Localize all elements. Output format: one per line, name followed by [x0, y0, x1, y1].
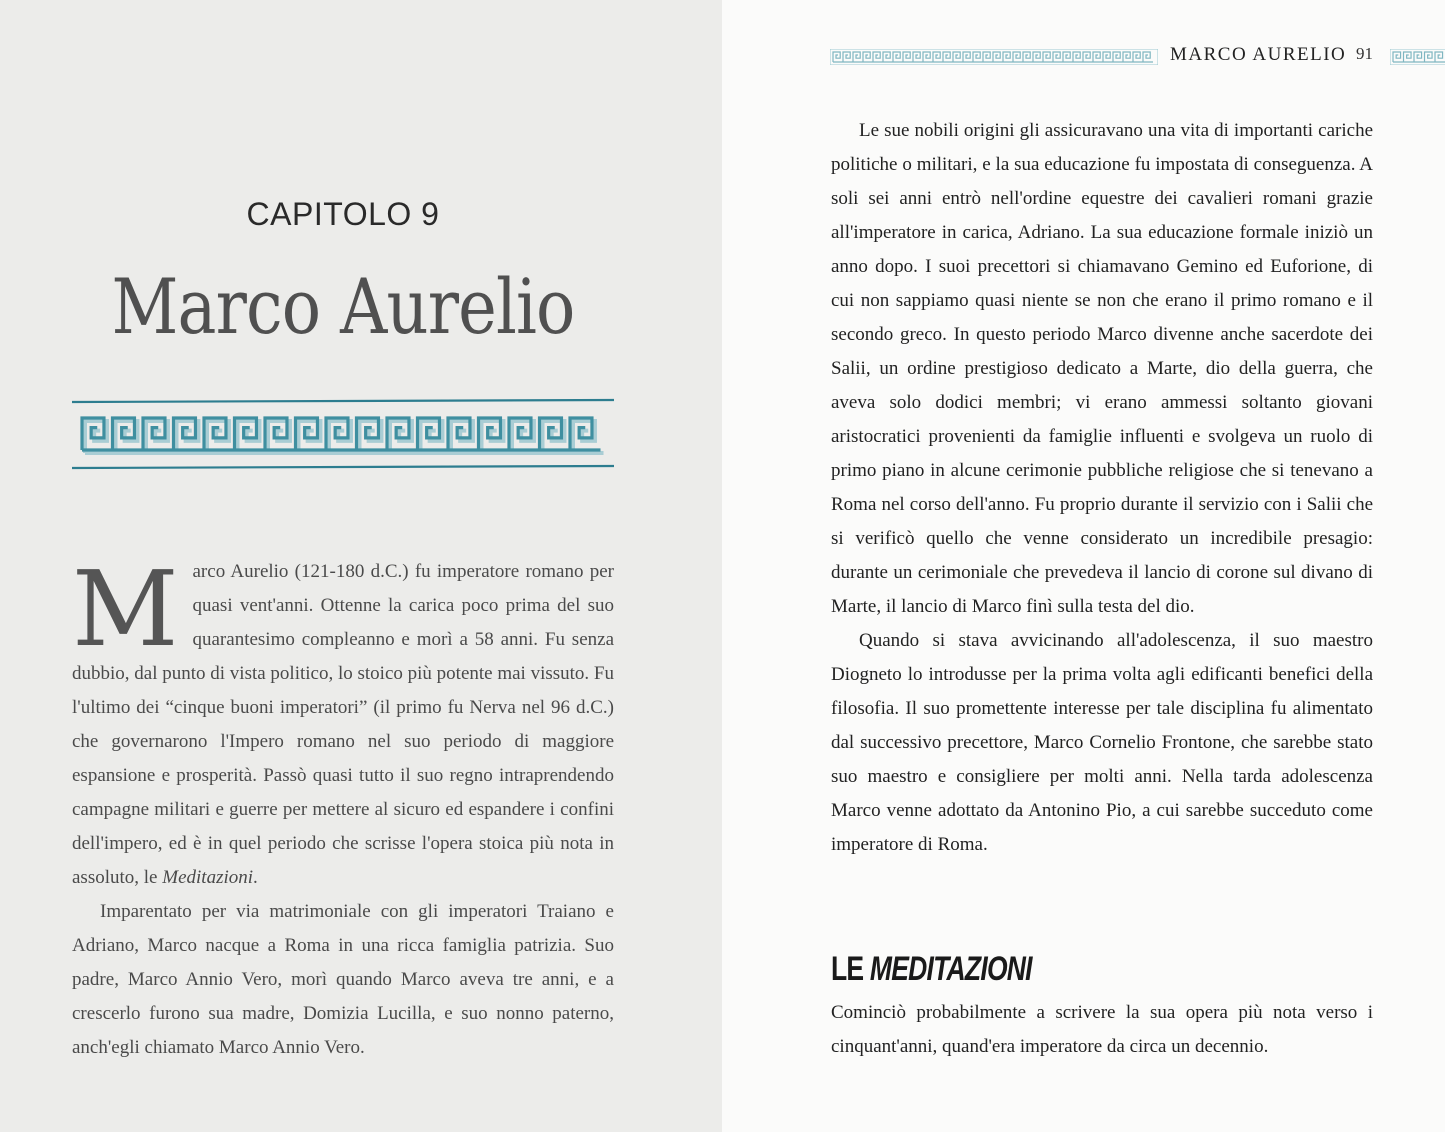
- paragraph: Cominciò probabilmente a scrivere la sua opera più nota verso i cinquant'anni, quand'era imperatore da circa un decennio.: [831, 1002, 1373, 1057]
- paragraph: Le sue nobili origini gli assicuravano una vita di importanti cariche politiche o militari, e la sua educazione fu impostata di conseguenza. A soli sei anni entrò nell'ordine equestre dei cavalieri romani grazie all'imperatore in carica, Adriano. La sua educazione formale iniziò un anno dopo. I suoi precettori si chiamavano Gemino ed Euforione, di cui non sappiamo quasi niente se non che erano il primo romano e il secondo greco. In questo periodo Marco divenne anche sacerdote dei Salii, un ordine prestigioso dedicato a Marte, dio della guerra, che aveva solo dodici membri; vi erano ammessi soltanto giovani aristocratici provenienti da famiglie influenti e svolgeva un ruolo di primo piano in alcune cerimonie pubbliche religiose che si tenevano a Roma nel corso dell'anno. Fu proprio durante il servizio con i Salii che si verificò quello che venne considerato un incredibile presagio: durante un cerimoniale che prevedeva il lancio di corone sul divano di Marte, il lancio di Marco finì sulla testa del dio.: [831, 120, 1373, 617]
- section-heading: [831, 950, 1032, 989]
- section-heading-prefix: LE: [831, 950, 870, 988]
- paragraph: Quando si stava avvicinando all'adolescenza, il suo maestro Diogneto lo introdusse per la prima volta agli edificanti benefici della filosofia. Il suo promettente interesse per tale disciplina fu alimentato dal successivo precettore, Marco Cornelio Frontone, che sarebbe stato suo maestro e consigliere per molti anni. Nella tarda adolescenza Marco venne adottato da Antonino Pio, a cui sarebbe succeduto come imperatore di Roma.: [831, 630, 1373, 855]
- drop-cap: M: [72, 548, 179, 670]
- right-body-text: [831, 114, 1373, 862]
- header-greek-key-right: [1390, 49, 1445, 65]
- paragraph-text: arco Aurelio (121-180 d.C.) fu imperatore romano per quasi vent'anni. Ottenne la carica poco prima del suo quarantesimo compleanno e morì a 58 anni. Fu senza dubbio, dal punto di vista politico, lo stoico più potente mai vissuto. Fu l'ultimo dei “cinque buoni imperatori” (il primo fu Nerva nel 96 d.C.) che governarono l'Impero romano nel suo periodo di maggiore espansione e prosperità. Passò quasi tutto il suo regno intraprendendo campagne militari e guerre per mettere al sicuro ed espandere i confini dell'impero, ed è in quel periodo che scrisse l'opera stoica più nota in assoluto, le: [72, 561, 615, 888]
- chapter-label: CAPITOLO 9: [246, 196, 440, 232]
- book-title-italic: Meditazioni: [162, 867, 254, 888]
- page-number: 91: [1356, 44, 1373, 63]
- paragraph-text-end: .: [253, 867, 258, 888]
- chapter-title: Marco Aurelio: [111, 262, 575, 351]
- left-body-text: [72, 548, 615, 1065]
- header-greek-key-left: [830, 49, 1158, 65]
- section-body-text: [831, 996, 1373, 1064]
- left-page: [0, 0, 722, 1132]
- running-title: MARCO AURELIO: [1170, 44, 1347, 65]
- greek-key-ornament: [72, 398, 614, 470]
- opening-paragraph: [72, 548, 615, 895]
- paragraph: Imparentato per via matrimoniale con gli imperatori Traiano e Adriano, Marco nacque a Roma in una ricca famiglia patrizia. Suo padre, Marco Annio Vero, morì quando Marco aveva tre anni, e a crescerlo furono sua madre, Domizia Lucilla, e suo nonno paterno, anch'egli chiamato Marco Annio Vero.: [72, 901, 614, 1058]
- section-heading-italic: MEDITAZIONI: [869, 950, 1032, 988]
- running-header: [830, 44, 1445, 70]
